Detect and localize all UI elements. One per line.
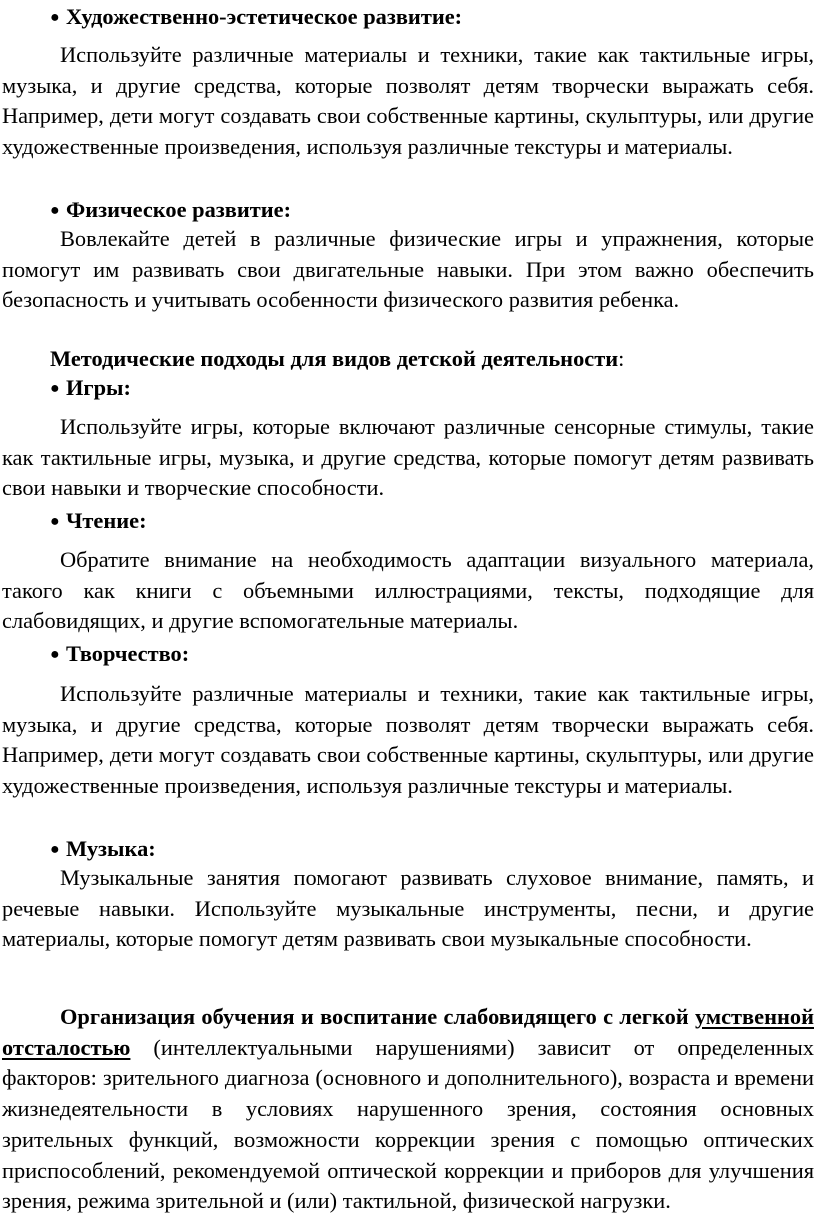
- activity-heading: ● Игры:: [2, 373, 814, 405]
- methods-subtitle: Методические подходы для видов детской деятельности:: [50, 346, 625, 371]
- activity-creativity: [2, 639, 814, 671]
- section-heading: ● Художественно-эстетическое развитие:: [2, 2, 814, 34]
- bullet-icon: ●: [50, 513, 60, 530]
- activity-heading: ● Творчество:: [2, 639, 814, 671]
- bullet-icon: ●: [50, 380, 60, 397]
- section-heading: ● Физическое развитие:: [2, 195, 814, 227]
- activity-games: [2, 373, 814, 405]
- section-physical-development-body: [2, 224, 814, 316]
- paragraph-rest: (интеллектуальными нарушениями) зависит от определенных факторов: зрительного диагноза (основного и дополнительного), возраста и времени жизнедеятельности в условиях нарушенного зрения, состояния основных зрительных функций, возможности коррекции зрения с помощью оптических приспособлений, рекомендуемой оптической коррекции и приборов для улучшения зрения, режима зрительной и (или) тактильной, физической нагрузки.: [2, 1034, 814, 1214]
- paragraph: Используйте различные материалы и техники, такие как тактильные игры, музыка, и другие средства, которые позволят детям творчески выражать себя. Например, дети могут создавать свои собственные картины, скульптуры, или другие художественные произведения, используя различные текстуры и материалы.: [2, 681, 814, 799]
- section-art-development: [2, 2, 814, 34]
- activity-heading: ● Музыка:: [2, 834, 814, 866]
- activity-music-body: [2, 863, 814, 955]
- bullet-icon: ●: [50, 202, 60, 219]
- paragraph: Используйте различные материалы и техники, такие как тактильные игры, музыка, и другие средства, которые позволят детям творчески выражать себя. Например, дети могут создавать свои собственные картины, скульптуры, или другие художественные произведения, используя различные текстуры и материалы.: [2, 42, 814, 160]
- paragraph: Используйте игры, которые включают различные сенсорные стимулы, такие как тактильные игры, музыка, и другие средства, которые помогут детям развивать свои навыки и творческие способности.: [2, 414, 814, 501]
- organization-paragraph: [2, 1002, 814, 1217]
- bullet-icon: ●: [50, 841, 60, 858]
- activity-reading-body: [2, 545, 814, 637]
- activity-heading: ● Чтение:: [2, 506, 814, 538]
- bold-lead: Организация обучения и воспитание слабовидящего с легкой: [60, 1004, 689, 1029]
- activity-music: [2, 834, 814, 866]
- activity-games-body: [2, 412, 814, 504]
- bullet-icon: ●: [50, 9, 60, 26]
- paragraph: Вовлекайте детей в различные физические игры и упражнения, которые помогут им развивать свои двигательные навыки. При этом важно обеспечить безопасность и учитывать особенности физического развития ребенка.: [2, 226, 814, 313]
- bold-underlined-term: умственной отсталостью: [2, 1004, 814, 1060]
- section-art-development-body: [2, 40, 814, 163]
- activity-reading: [2, 506, 814, 538]
- bullet-icon: ●: [50, 646, 60, 663]
- section-physical-development: [2, 195, 814, 227]
- activity-creativity-body: [2, 679, 814, 802]
- paragraph: Обратите внимание на необходимость адаптации визуального материала, такого как книги с объемными иллюстрациями, тексты, подходящие для слабовидящих, и другие вспомогательные материалы.: [2, 547, 814, 634]
- paragraph: Музыкальные занятия помогают развивать слуховое внимание, память, и речевые навыки. Используйте музыкальные инструменты, песни, и другие материалы, которые помогут детям развивать свои музыкальные способности.: [2, 865, 814, 952]
